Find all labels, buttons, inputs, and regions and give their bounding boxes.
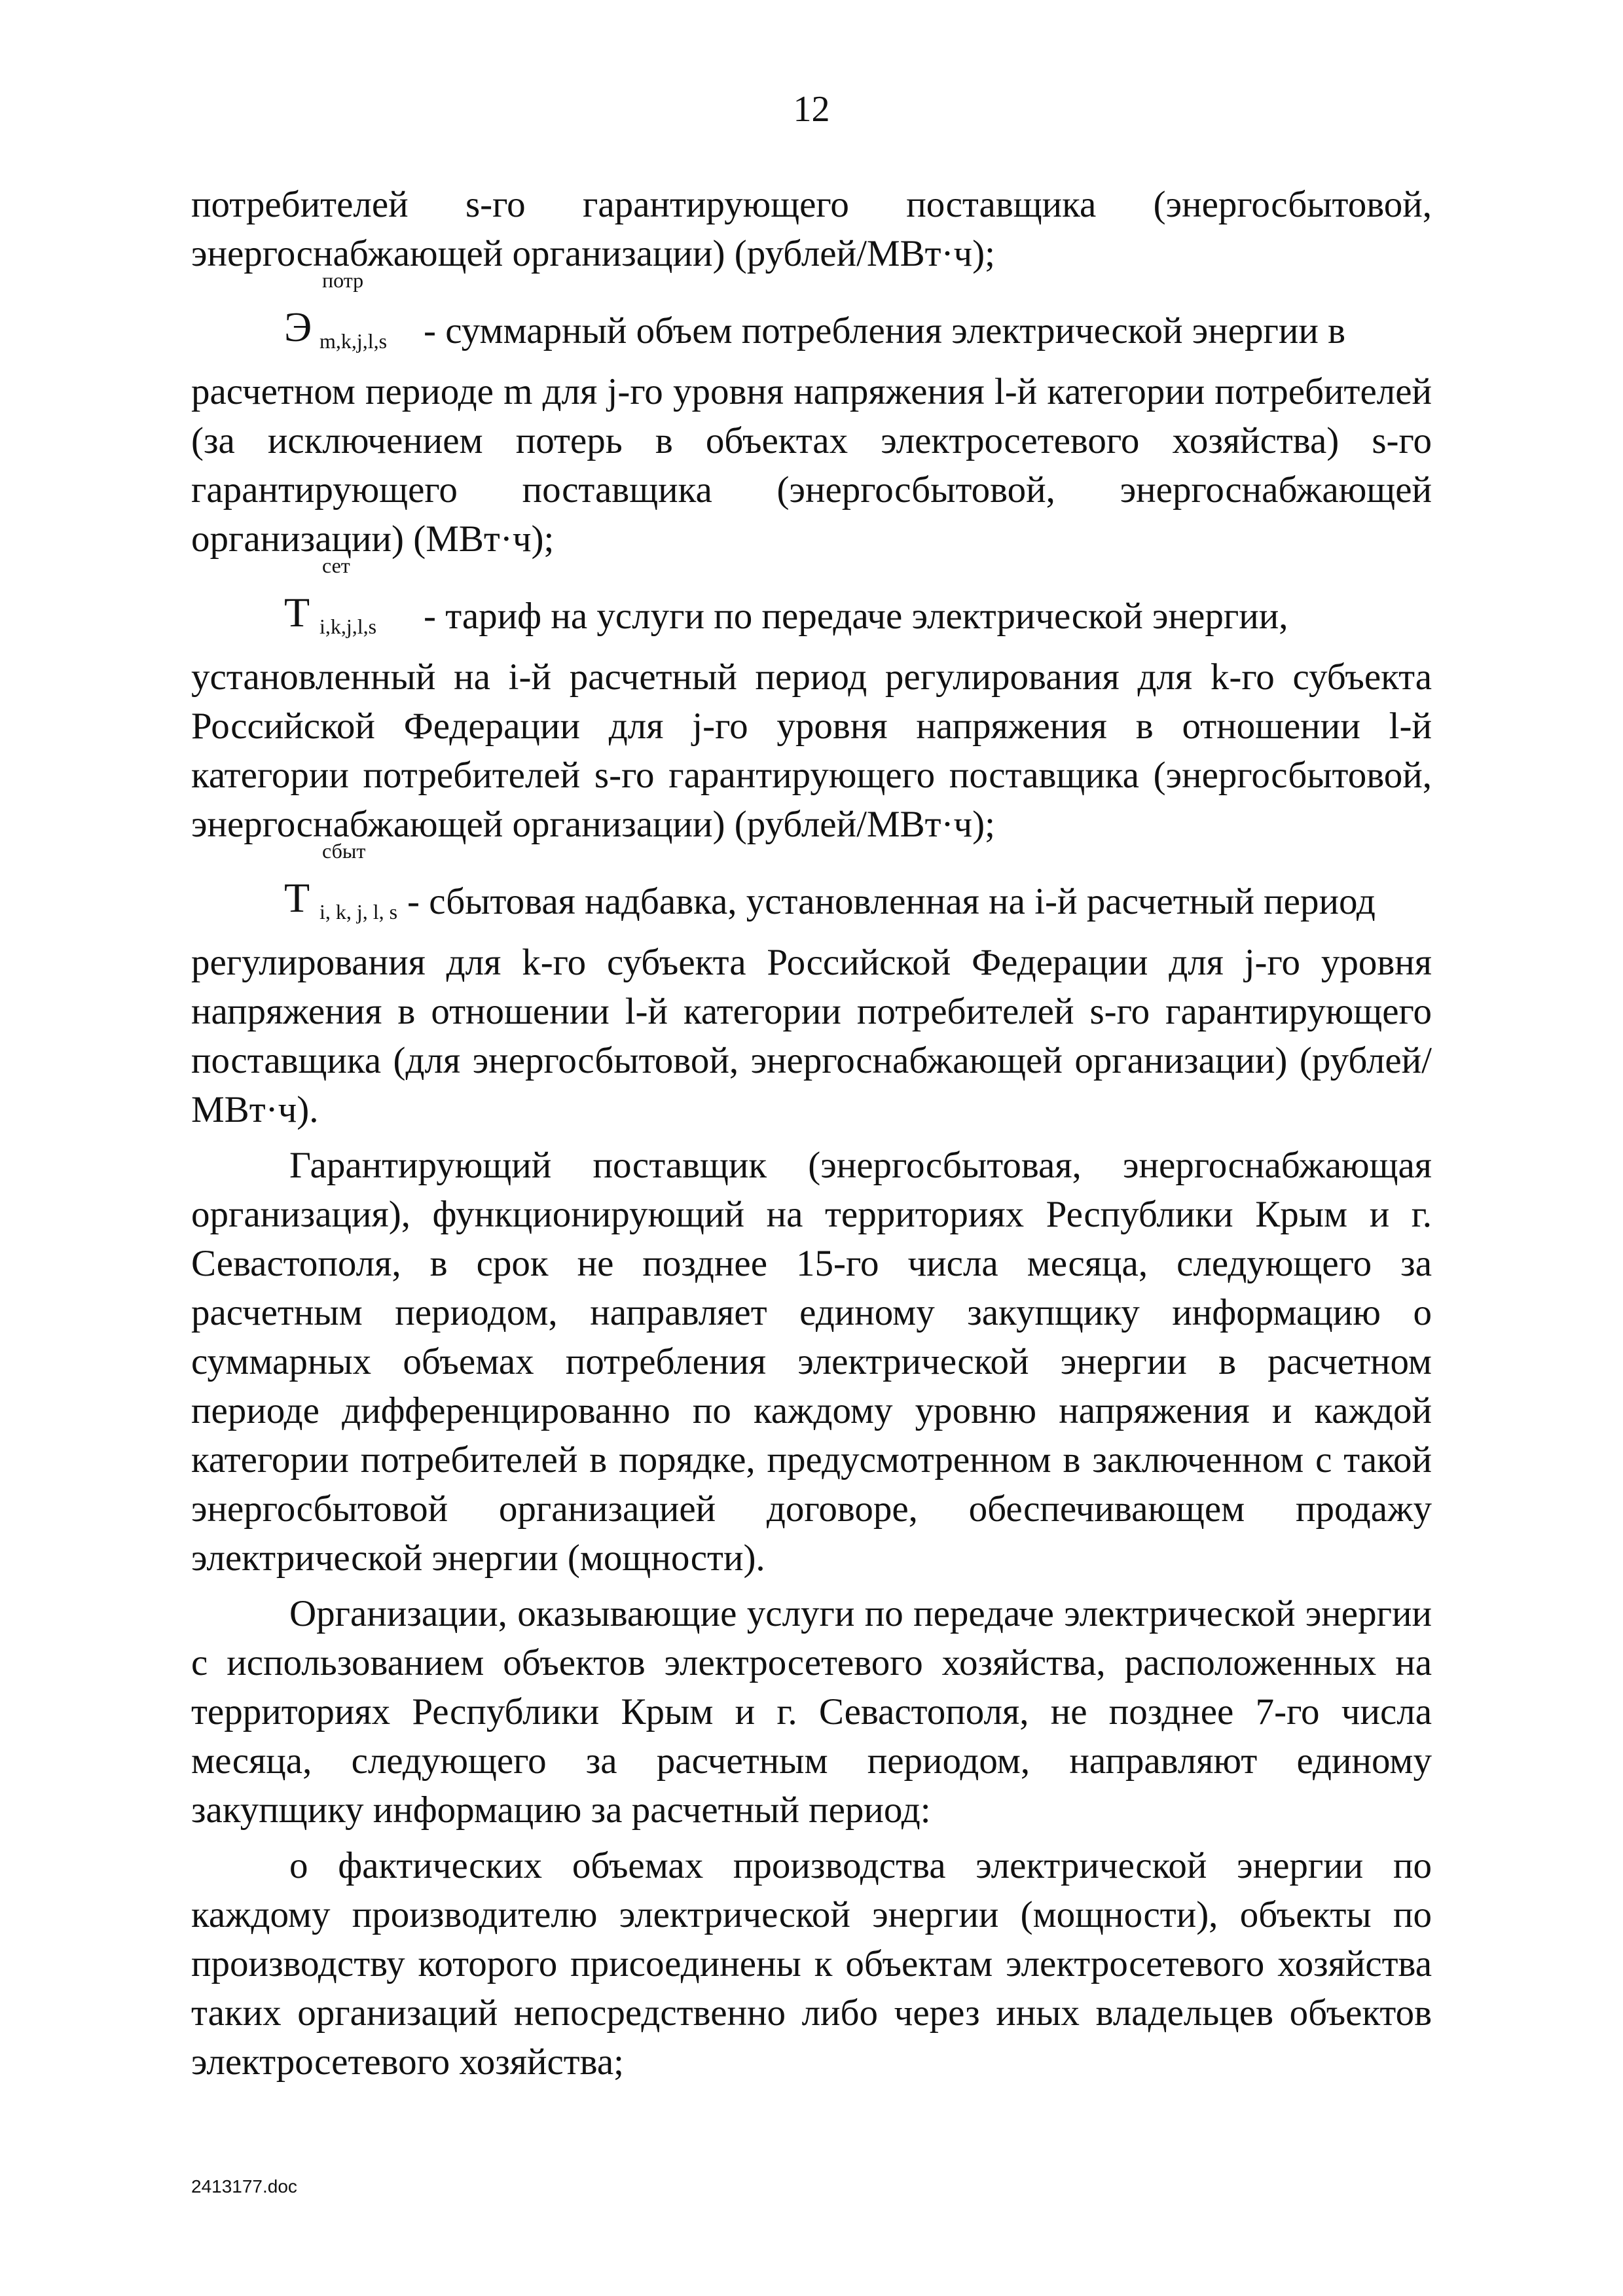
formula-symbol-e-potr	[191, 268, 388, 353]
definition-continuation: установленный на i-й расчетный период регулирования для k-го субъекта Российской Федерации для j-го уровня напряжения в отношении l-й категории потребителей s-го гарантирующего поставщика (энергосбытовой, энергоснабжающей организации) (рублей/МВт·ч);	[191, 656, 1432, 845]
paragraph-consumers-end: потребителей s-го гарантирующего поставщика (энергосбытовой, энергоснабжающей организации) (рублей/МВт·ч);	[191, 184, 1432, 274]
symbol-superscript: сет	[322, 554, 350, 577]
document-file-name: 2413177.doc	[191, 2176, 297, 2197]
definition-text: - сбытовая надбавка, установленная на i-й расчетный период	[407, 881, 1376, 922]
definition-continuation: регулирования для k-го субъекта Российской Федерации для j-го уровня напряжения в отношении l-й категории потребителей s-го гарантирующего поставщика (для энергосбытовой, энергоснабжающей организации) (рублей/МВт·ч).	[191, 942, 1432, 1130]
symbol-subscript: m,k,j,l,s	[319, 329, 388, 353]
definition-consumption-volume	[191, 268, 1432, 564]
definition-transmission-tariff	[191, 554, 1432, 849]
symbol-base: T	[284, 874, 310, 921]
formula-symbol-t-set	[191, 554, 377, 638]
definition-continuation: расчетном периоде m для j-го уровня напряжения l-й категории потребителей (за исключением потерь в объектах электросетевого хозяйства) s-го гарантирующего поставщика (энергосбытовой, энергоснабжающей организации) (МВт·ч);	[191, 371, 1432, 560]
symbol-superscript: потр	[322, 268, 364, 292]
definition-text: - суммарный объем потребления электрической энергии в	[424, 310, 1346, 351]
paragraph-guaranteeing-supplier: Гарантирующий поставщик (энергосбытовая, энергоснабжающая организация), функционирующий на территориях Республики Крым и г. Севастополя, в срок не позднее 15-го числа месяца, следующего за расчетным периодом, направляет единому закупщику информацию о суммарных объемах потребления электрической энергии в расчетном периоде дифференцированно по каждому уровню напряжения и каждой категории потребителей в порядке, предусмотренном в заключенном с такой энергосбытовой организацией договоре, обеспечивающем продажу электрической энергии (мощности).	[191, 1145, 1432, 1579]
page-number: 12	[793, 89, 830, 130]
symbol-subscript: i,k,j,l,s	[319, 615, 377, 638]
paragraph-production-volumes: о фактических объемах производства электрической энергии по каждому производителю электрической энергии (мощности), объекты по производству которого присоединены к объектам электросетевого хозяйства таких организаций непосредственно либо через иных владельцев объектов электросетевого хозяйства;	[191, 1845, 1432, 2083]
symbol-base: T	[284, 589, 310, 636]
definition-text: - тариф на услуги по передаче электрической энергии,	[424, 596, 1288, 637]
paragraph-grid-organizations: Организации, оказывающие услуги по передаче электрической энергии с использованием объектов электросетевого хозяйства, расположенных на территориях Республики Крым и г. Севастополя, не позднее 7-го числа месяца, следующего за расчетным периодом, направляют единому закупщику информацию за расчетный период:	[191, 1593, 1432, 1831]
formula-symbol-t-sbyt	[191, 839, 398, 924]
symbol-subscript: i, k, j, l, s	[319, 900, 398, 924]
document-body	[191, 180, 1432, 2087]
symbol-base: Э	[284, 304, 312, 350]
definition-sales-markup	[191, 839, 1432, 1134]
symbol-superscript: сбыт	[322, 839, 366, 863]
